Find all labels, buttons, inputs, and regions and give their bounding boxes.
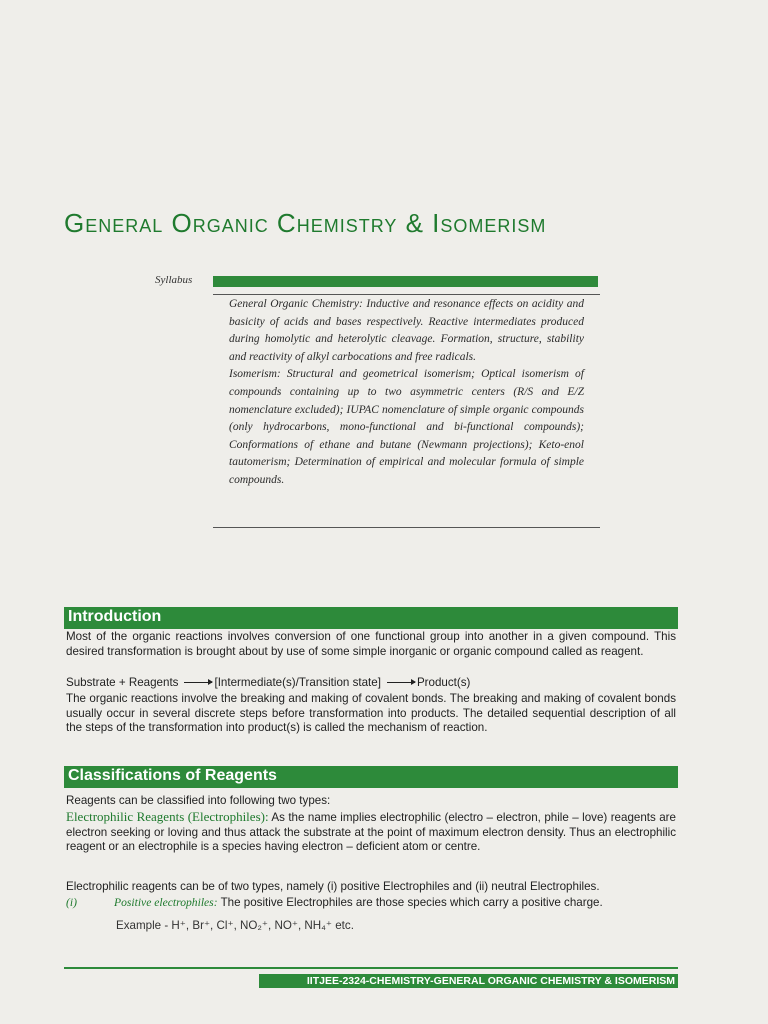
electrophilic-description: As the name implies electrophilic (electro – electron, phile – love) reagents are electron seeking or loving and thus attack the substrate at the point of maximum electron density. Thus an electrophilic reagent or an electrophile is a species having electron – deficient atom or centre. — [66, 811, 676, 854]
syllabus-bar — [213, 276, 598, 287]
positive-electrophiles-item — [66, 896, 603, 909]
introduction-heading: Introduction — [68, 608, 162, 625]
electrophilic-term: Electrophilic Reagents (Electrophiles): — [66, 809, 269, 824]
classifications-heading: Classifications of Reagents — [68, 767, 277, 784]
introduction-paragraph-2 — [66, 692, 676, 736]
footer-rule — [64, 967, 678, 969]
syllabus-paragraph-1: General Organic Chemistry: Inductive and resonance effects on acidity and basicity of acids and bases respectively. Reactive intermediates produced during homolytic and heterolytic cleavage. Formation, structure, stability and reactivity of alkyl carbocations and free radicals. — [229, 298, 584, 363]
arrow-icon — [184, 682, 212, 683]
introduction-heading-bar — [64, 607, 678, 629]
positive-electrophiles-text: The positive Electrophiles are those species which carry a positive charge. — [220, 896, 603, 909]
electrophile-types — [66, 880, 676, 895]
introduction-paragraph-1 — [66, 630, 676, 659]
syllabus-text — [229, 296, 584, 490]
syllabus-rule-top — [213, 294, 600, 295]
arrow-icon — [387, 682, 415, 683]
scheme-right: Product(s) — [416, 676, 471, 689]
positive-electrophiles-term: Positive electrophiles: — [114, 896, 218, 909]
item-number: (i) — [66, 896, 77, 909]
example-line: Example - H⁺, Br⁺, Cl⁺, NO₂⁺, NO⁺, NH₄⁺ etc. — [116, 919, 354, 932]
scheme-left: Substrate + Reagents — [66, 676, 179, 689]
syllabus-paragraph-2: Isomerism: Structural and geometrical isomerism; Optical isomerism of compounds containing up to two asymmetric centers (R/S and E/Z nomenclature excluded); IUPAC nomenclature of simple organic compounds (only hydrocarbons, mono-functional and bi-functional compounds); Conformations of ethane and butane (Newmann projections); Keto-enol tautomerism; Determination of empirical and molecular formula of simple compounds. — [229, 368, 584, 486]
introduction-paragraph-1-text: Most of the organic reactions involves conversion of one functional group into another in a given compound. This desired transformation is brought about by use of some simple inorganic or organic compound called as reagent. — [66, 630, 676, 658]
scheme-middle: [Intermediate(s)/Transition state] — [214, 676, 381, 689]
page-title: General Organic Chemistry & Isomerism — [64, 208, 547, 238]
syllabus-rule-bottom — [213, 527, 600, 528]
introduction-paragraph-2-text: The organic reactions involve the breaking and making of covalent bonds. The breaking and making of covalent bonds usually occur in several discrete steps before transformation into products. The detailed sequential description of all the steps of the transformation into product(s) is called the mechanism of reaction. — [66, 692, 676, 735]
reaction-scheme — [66, 676, 470, 689]
classifications-heading-bar — [64, 766, 678, 788]
footer-label: IITJEE-2324-CHEMISTRY-GENERAL ORGANIC CHEMISTRY & ISOMERISM — [259, 974, 678, 988]
classifications-intro-text: Reagents can be classified into following two types: — [66, 794, 331, 807]
syllabus-label: Syllabus — [155, 274, 193, 286]
electrophile-types-text: Electrophilic reagents can be of two types, namely (i) positive Electrophiles and (ii) neutral Electrophiles. — [66, 880, 600, 893]
electrophilic-reagents-paragraph — [66, 810, 676, 855]
classifications-intro — [66, 794, 676, 809]
